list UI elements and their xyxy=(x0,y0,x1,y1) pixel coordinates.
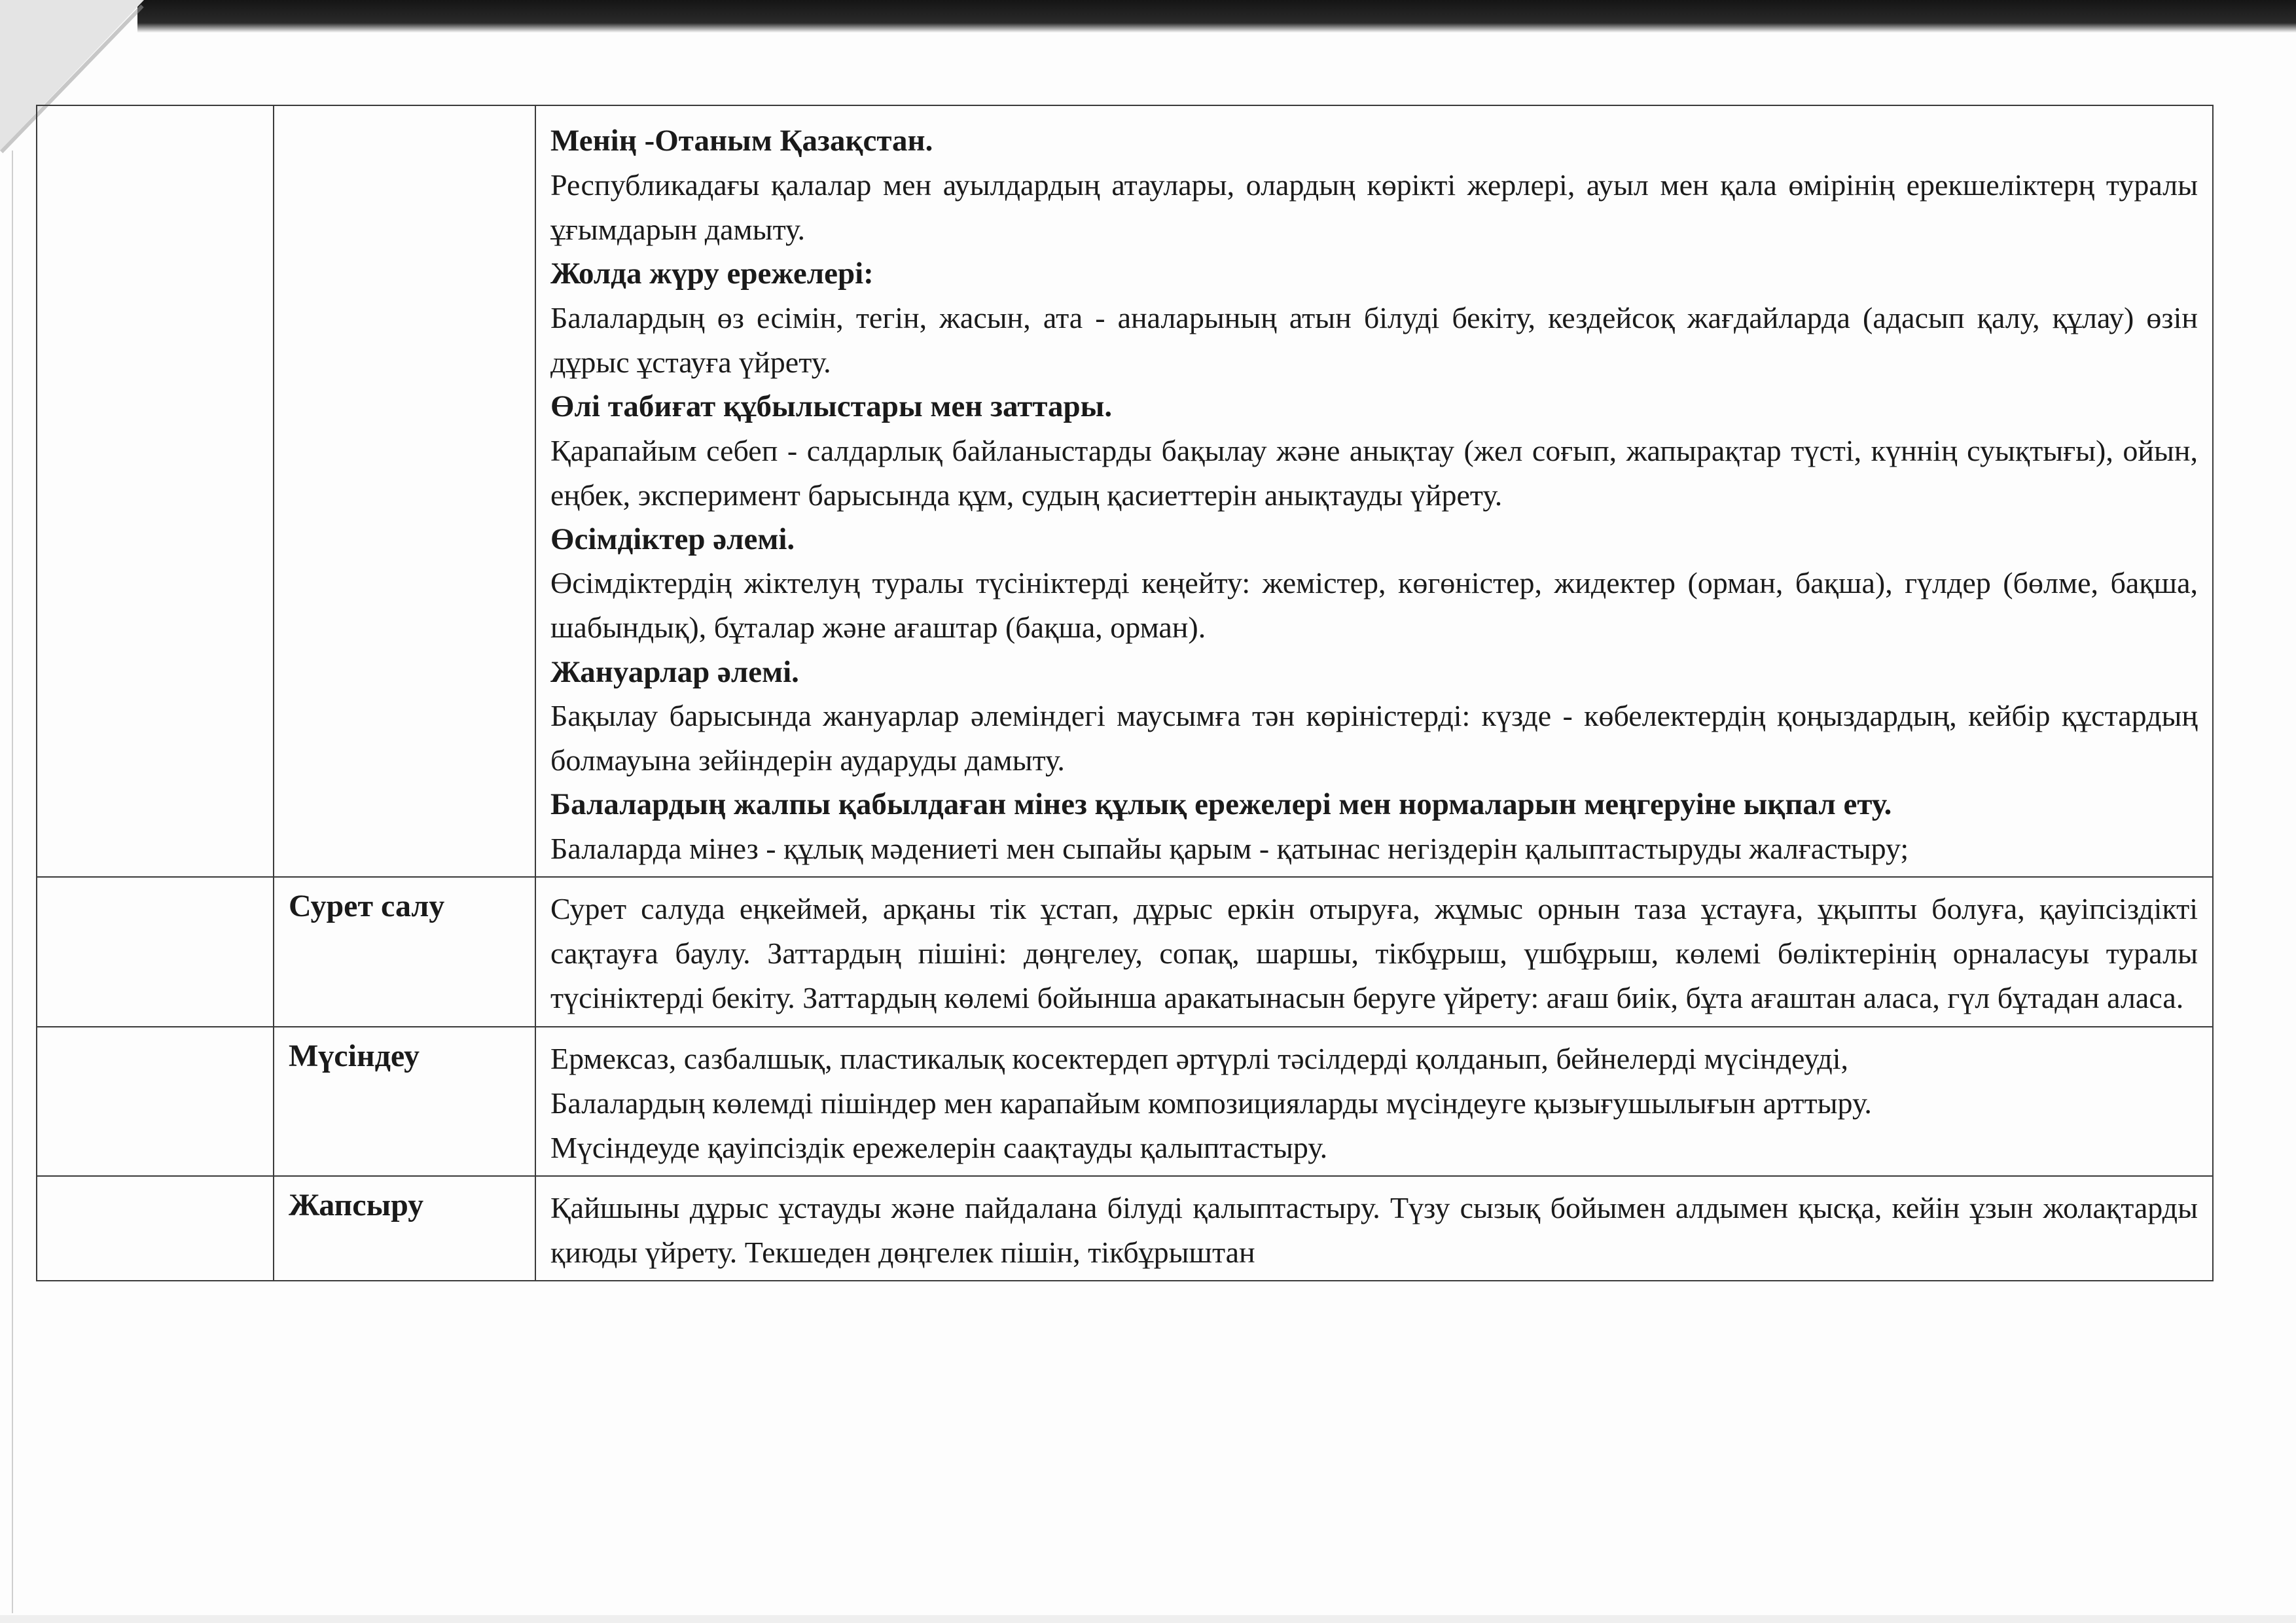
table-row-drawing xyxy=(37,877,2213,1026)
section-text: Балаларда мінез - құлық мәдениеті мен сыпайы қарым - қатынас негіздерін қалыптастыруды жалғастыру; xyxy=(550,832,1909,866)
row-label: Мүсіндеу xyxy=(274,1027,535,1176)
section-heading: Балалардың жалпы қабылдаған мінез құлық ережелері мен нормаларын меңгеруіне ықпал ету. xyxy=(550,787,1892,822)
curriculum-table xyxy=(36,105,2214,1281)
row-text-line: Балалардың көлемді пішіндер мен карапайым композицияларды мүсіндеуге қызығушылығын арттыру. xyxy=(550,1086,1872,1120)
section-text: Бақылау барысында жануарлар әлеміндегі маусымға тән көріністерді: күзде - көбелектердің қоңыздардың, кейбір құстардың болмауына зейіндерін аударуды дамыту. xyxy=(550,699,2198,777)
row-label: Жапсыру xyxy=(274,1176,535,1281)
section-text: Республикадағы қалалар мен ауылдардың атаулары, олардың көрікті жерлері, ауыл мен қала өмірінің ерекшеліктерң туралы ұғымдарын дамыту. xyxy=(550,168,2198,246)
row-text-line: Ермексаз, сазбалшық, пластикалық косектердеп әртүрлі тәсілдерді қолданып, бейнелерді мүсіндеуді, xyxy=(550,1041,1849,1075)
section-text: Қарапайым себеп - салдарлық байланыстарды бақылау және анықтау (жел соғып, жапырақтар түсті, күннің суықтығы), ойын, еңбек, эксперимент барысында құм, судың қасиеттерін анықтауды үйрету. xyxy=(550,433,2198,512)
empty-cell xyxy=(37,1027,274,1176)
section-heading: Өлі табиғат құбылыстары мен заттары. xyxy=(550,389,1113,423)
table-row-sculpting xyxy=(37,1027,2213,1176)
section-heading: Менің -Отаным Қазақстан. xyxy=(550,124,933,158)
section-heading: Жолда жүру ережелері: xyxy=(550,256,874,291)
row-label: Сурет салу xyxy=(274,877,535,1026)
empty-cell xyxy=(37,1176,274,1281)
empty-label-cell xyxy=(274,105,535,877)
knowledge-sections-cell xyxy=(535,105,2213,877)
scan-edge-line xyxy=(12,151,13,1613)
scan-edge-bottom xyxy=(0,1615,2296,1623)
row-text: Қайшыны дұрыс ұстауды және пайдалана білуді қалыптастыру. Түзу сызық бойымен алдымен қысқа, кейін ұзын жолақтарды қиюды үйрету. Текшеден дөңгелек пішін, тікбұрыштан xyxy=(550,1190,2198,1269)
row-content xyxy=(535,877,2213,1026)
table-row-applique xyxy=(37,1176,2213,1281)
row-content xyxy=(535,1027,2213,1176)
row-text: Сурет салуда еңкеймей, арқаны тік ұстап, дұрыс еркін отыруға, жұмыс орнын таза ұстауға, ұқыпты болуға, қауіпсіздікті сақтауға баулу. Заттардың пішіні: дөңгелеу, сопақ, шаршы, тікбұрыш, үшбұрыш, көлемі бөліктерінің орналасуы туралы түсініктерді бекіту. Заттардың көлемі бойынша аракатынасын беруге үйрету: ағаш биік, бұта ағаштан аласа, гүл бұтадан аласа. xyxy=(550,892,2198,1015)
empty-cell xyxy=(37,877,274,1026)
row-text-line: Мүсіндеуде қауіпсіздік ережелерін саақтауды қалыптастыру. xyxy=(550,1130,1328,1164)
scan-shadow-top xyxy=(137,0,2296,33)
row-content xyxy=(535,1176,2213,1281)
empty-cell xyxy=(37,105,274,877)
table-row-knowledge xyxy=(37,105,2213,877)
section-text: Балалардың өз есімін, тегін, жасын, ата - аналарының атын білуді бекіту, кездейсоқ жағдайларда (адасып қалу, құлау) өзін дұрыс ұстауға үйрету. xyxy=(550,300,2198,379)
section-text: Өсімдіктердің жіктелуң туралы түсініктерді кеңейту: жемістер, көгөністер, жидектер (орман, бақша), гүлдер (бөлме, бақша, шабындық), бұталар және ағаштар (бақша, орман). xyxy=(550,566,2198,645)
section-heading: Өсімдіктер әлемі. xyxy=(550,522,795,556)
section-heading: Жануарлар әлемі. xyxy=(550,654,799,689)
